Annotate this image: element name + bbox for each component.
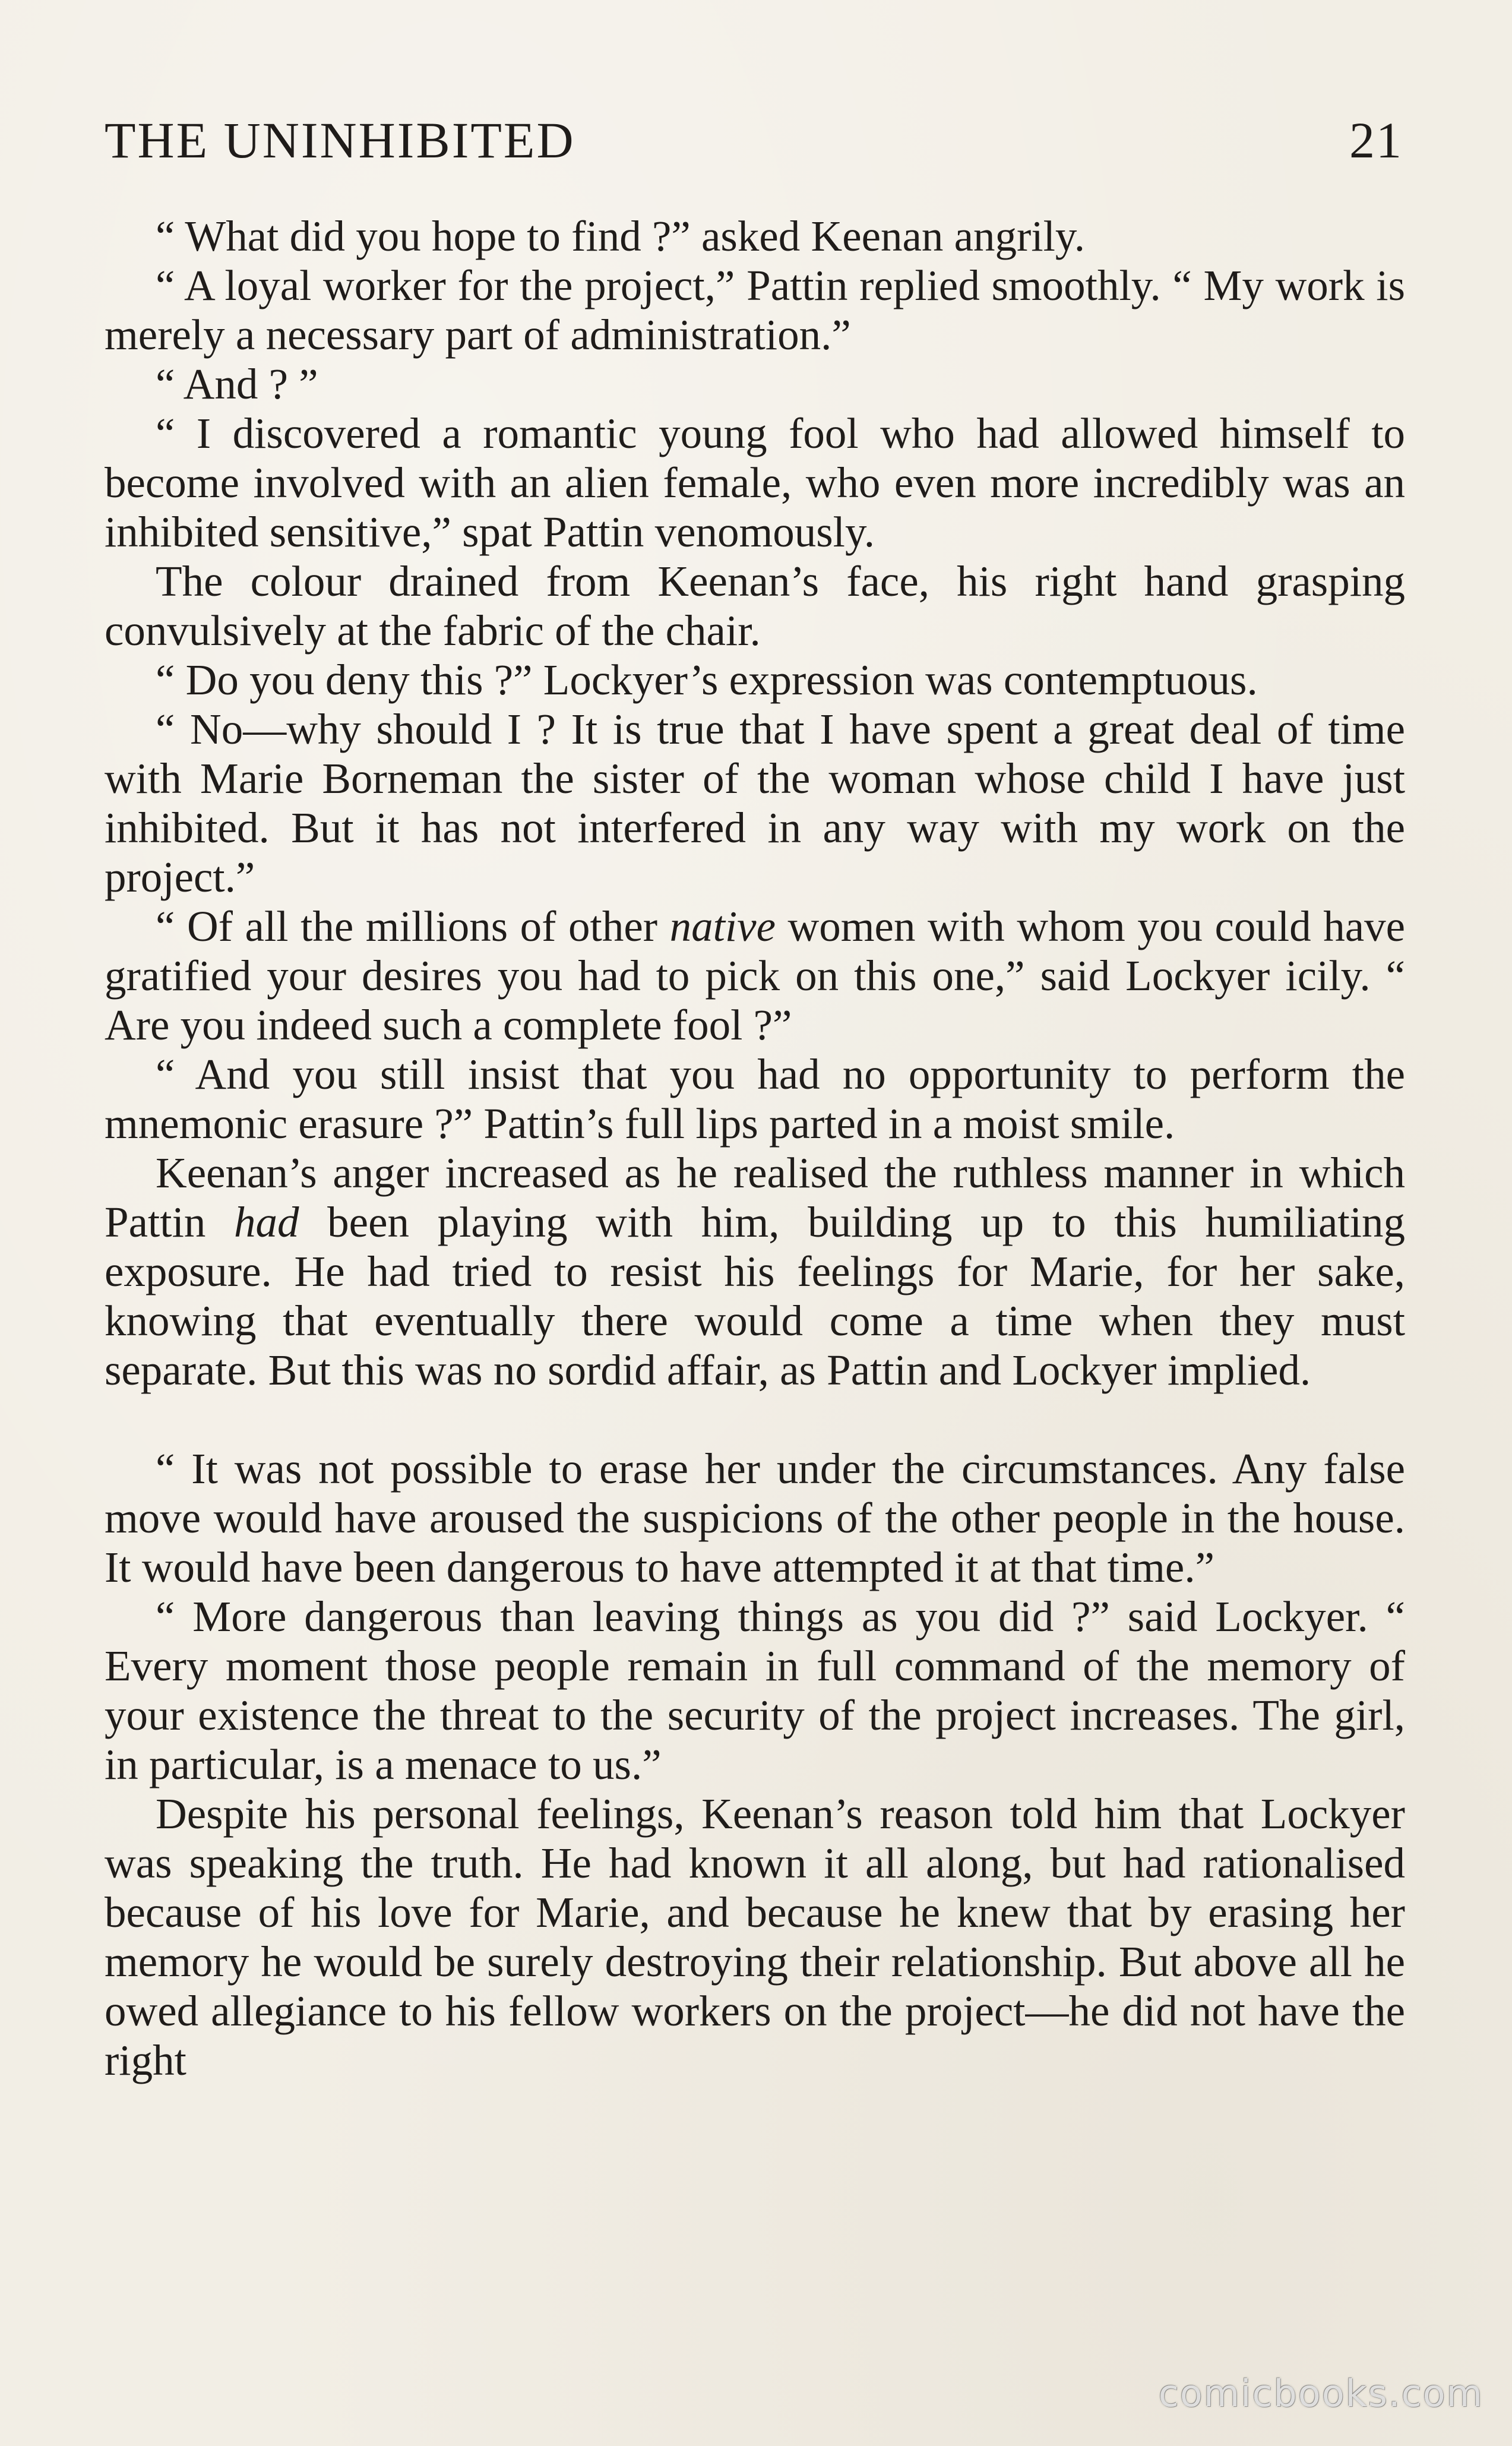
paragraph: Despite his personal feelings, Keenan’s reason told him that Lockyer was speaking the truth. He had known it all along, but had rationalised because of his love for Marie, and because he knew that by erasing her memory he would be surely destroying their relationship. But above all he owed allegiance to his fellow workers on the project—he did not have the right <box>105 1790 1405 2084</box>
paragraph: “ A loyal worker for the project,” Pattin replied smoothly. “ My work is merely a necessary part of administration.” <box>105 261 1405 359</box>
paragraph: “ And you still insist that you had no opportunity to perform the mnemonic erasure ?” Pattin’s full lips parted in a moist smile. <box>105 1050 1405 1148</box>
paragraph: “ It was not possible to erase her under the circumstances. Any false move would have aroused the suspicions of the other people in the house. It would have been dangerous to have attempted it at that time.” <box>105 1445 1405 1591</box>
paragraph: “ More dangerous than leaving things as you did ?” said Lockyer. “ Every moment those people remain in full command of the memory of your existence the threat to the security of the project increases. The girl, in particular, is a menace to us.” <box>105 1592 1405 1788</box>
running-head-title: THE UNINHIBITED <box>105 112 575 169</box>
page-number: 21 <box>1349 112 1403 169</box>
paragraph: “ No—why should I ? It is true that I have spent a great deal of time with Marie Borneman the sister of the woman whose child I have just inhibited. But it has not interfered in any way with my work on the project.” <box>105 705 1405 901</box>
running-head <box>105 110 1403 176</box>
paragraph: The colour drained from Keenan’s face, his right hand grasping convulsively at the fabric of the chair. <box>105 557 1405 655</box>
paragraph-with-italic: “ Of all the millions of other native women with whom you could have gratified your desires you had to pick on this one,” said Lockyer icily. “ Are you indeed such a complete fool ?” <box>105 902 1405 1049</box>
paragraph: “ What did you hope to find ?” asked Keenan angrily. <box>156 212 1085 260</box>
paragraph: “ And ? ” <box>156 360 318 408</box>
paragraph: “ I discovered a romantic young fool who had allowed himself to become involved with an alien female, who even more incredibly was an inhibited sensitive,” spat Pattin venomously. <box>105 409 1405 556</box>
paragraph-with-italic: Keenan’s anger increased as he realised the ruthless manner in which Pattin had been playing with him, building up to this humiliating exposure. He had tried to resist his feelings for Marie, for her sake, knowing that eventually there would come a time when they must separate. But this was no sordid affair, as Pattin and Lockyer implied. <box>105 1149 1405 1394</box>
italic-emphasis: had <box>234 1198 299 1246</box>
paragraph: “ Do you deny this ?” Lockyer’s expression was contemptuous. <box>156 656 1258 704</box>
body-text <box>105 211 1405 2085</box>
watermark-logo: comicbooks.com <box>1158 2372 1483 2415</box>
italic-emphasis: native <box>669 902 776 950</box>
